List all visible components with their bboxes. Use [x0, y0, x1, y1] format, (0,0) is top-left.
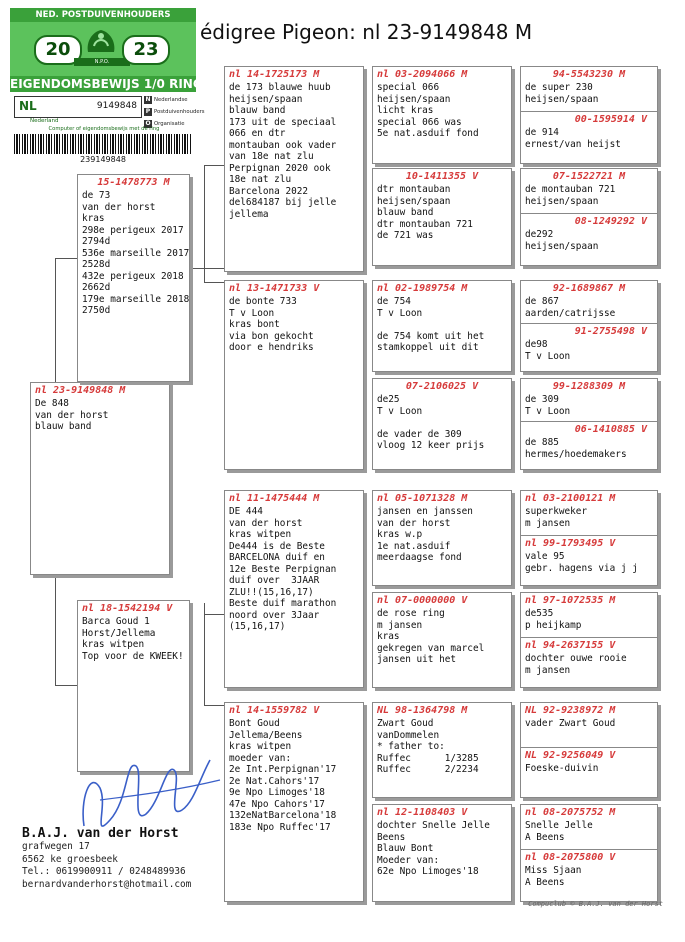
connector-line	[204, 625, 205, 705]
connector-line	[190, 268, 225, 269]
owner-block	[22, 826, 191, 891]
year-right: 23	[122, 35, 170, 65]
pigeon-card-g12	[521, 637, 657, 688]
pigeon-card-g9	[521, 491, 657, 535]
country-code: NL	[19, 99, 37, 113]
connector-line	[55, 685, 77, 686]
pigeon-card-g15	[521, 805, 657, 849]
card-box	[224, 702, 364, 902]
pigeon-card-g11	[521, 593, 657, 637]
emblem-label: N.P.O.	[74, 58, 130, 66]
owner-phone: Tel.: 0619900911 / 0248489936	[22, 866, 186, 877]
ring-number: 07-1522721 M	[552, 171, 626, 182]
ring-number: NL 92-9238972 M	[525, 705, 616, 716]
card-box	[372, 66, 512, 164]
barcode	[14, 134, 192, 154]
legend-item-2: P Postduivenhouders	[145, 108, 205, 115]
pigeon-notes: de 754 T v Loon de 754 komt uit het stamkoppel uit dit	[377, 296, 485, 353]
pigeon-notes: DE 444 van der horst kras witpen De444 is de Beste BARCELONA duif en 12e Beste Perpignan duif over 3JAAR ZLU!!(15,16,17) Beste duif marathon noord over 3Jaar (15,16,17)	[229, 506, 337, 632]
ring-number: nl 18-1542194 V	[82, 603, 173, 614]
pigeon-card-sd	[225, 281, 363, 470]
pigeon-card-g13	[521, 703, 657, 747]
pigeon-notes: special 066 heijsen/spaan licht kras special 066 was 5e nat.asduif fond	[377, 82, 479, 139]
owner-email: bernardvanderhorst@hotmail.com	[22, 878, 192, 890]
pigeon-notes: superkweker m jansen	[525, 506, 588, 529]
ring-number: nl 94-2637155 V	[525, 640, 616, 651]
pigeon-card-dds	[373, 703, 511, 798]
pigeon-notes: de 885 hermes/hoedemakers	[525, 437, 627, 460]
pigeon-card-dd	[225, 703, 363, 902]
pigeon-card-sds	[373, 281, 511, 372]
card-box	[520, 280, 658, 372]
ring-number: 92-1689867 M	[552, 283, 626, 294]
page-title: édigree Pigeon: nl 23-9149848 M	[200, 20, 533, 44]
ring-number: 07-2106025 V	[405, 381, 479, 392]
card-box	[372, 168, 512, 266]
pigeon-notes: De 848 van der horst blauw band	[35, 398, 109, 432]
card-box	[520, 592, 658, 688]
ring-number: 00-1595914 V	[574, 114, 647, 125]
pigeon-notes: de 867 aarden/catrijsse	[525, 296, 616, 319]
pigeon-notes: de 309 T v Loon	[525, 394, 571, 417]
pigeon-card-subject	[31, 383, 169, 575]
ring-number: nl 23-9149848 M	[35, 385, 126, 396]
ring-number: nl 11-1475444 M	[229, 493, 320, 504]
ring-number: nl 08-2075800 V	[525, 852, 616, 863]
organisation-name: NED. POSTDUIVENHOUDERS	[10, 8, 196, 22]
ring-number: 15-1478773 M	[97, 177, 170, 188]
pigeon-notes: de98 T v Loon	[525, 339, 571, 362]
card-box	[224, 490, 364, 688]
ring-number: nl 14-1725173 M	[229, 69, 320, 80]
pigeon-notes: de rose ring m jansen kras gekregen van marcel jansen uit het	[377, 608, 485, 665]
ring-number: nl 97-1072535 M	[525, 595, 616, 606]
pigeon-card-dsd	[373, 593, 511, 688]
pigeon-notes: de bonte 733 T v Loon kras bont via bon gekocht door e hendriks	[229, 296, 314, 353]
card-box	[520, 66, 658, 164]
ring-number: nl 03-2100121 M	[525, 493, 616, 504]
ring-number: 06-1410885 V	[574, 424, 647, 435]
pigeon-notes: de292 heijsen/spaan	[525, 229, 599, 252]
country-subline: Nederland	[30, 118, 59, 124]
connector-line	[55, 258, 56, 382]
pigeon-card-g3	[521, 169, 657, 213]
ring-number: 99-1288309 M	[552, 381, 626, 392]
pigeon-notes: de 73 van der horst kras 298e perigeux 2017 2794d 536e marseille 2017 2528d 432e perigeux 2018 2662d 179e marseille 2018 2750d	[82, 190, 189, 316]
card-box	[372, 490, 512, 586]
pigeon-card-dss	[373, 491, 511, 586]
ring-number: 94-5543230 M	[552, 69, 626, 80]
pigeon-card-g6	[521, 323, 657, 372]
pigeon-notes: Barca Goud 1 Horst/Jellema kras witpen Top voor de KWEEK!	[82, 616, 184, 662]
connector-line	[55, 258, 77, 259]
pigeon-notes: Zwart Goud vanDommelen * father to: Ruffec 1/3285 Ruffec 2/2234	[377, 718, 479, 775]
pigeon-notes: de25 T v Loon de vader de 309 vloog 12 keer prijs	[377, 394, 485, 451]
year-left: 20	[34, 35, 82, 65]
owner-city: 6562 ke groesbeek	[22, 853, 118, 865]
connector-line	[204, 165, 205, 261]
connector-line	[204, 282, 224, 283]
connector-line	[204, 614, 224, 615]
pigeon-card-sss	[373, 67, 511, 164]
ring-number: nl 07-0000000 V	[377, 595, 468, 606]
ownership-heading: EIGENDOMSBEWIJS 1/0 RING	[10, 77, 203, 91]
connector-line	[55, 575, 56, 685]
pigeon-card-ss	[225, 67, 363, 272]
card-box	[372, 592, 512, 688]
ring-number: nl 02-1989754 M	[377, 283, 468, 294]
card-box	[77, 174, 190, 382]
ring-number: nl 03-2094066 M	[377, 69, 468, 80]
ring-number: nl 08-2075752 M	[525, 807, 616, 818]
lion-emblem-icon	[82, 24, 120, 58]
ownership-card	[10, 8, 205, 166]
card-box	[30, 382, 170, 575]
pigeon-notes: de super 230 heijsen/spaan	[525, 82, 599, 105]
barcode-number: 239149848	[80, 155, 126, 164]
card-box	[372, 804, 512, 902]
pigeon-card-sdd	[373, 379, 511, 470]
ring-number: NL 92-9256049 V	[525, 750, 616, 761]
pigeon-card-g14	[521, 747, 657, 798]
card-box	[520, 168, 658, 266]
card-box	[224, 280, 364, 470]
card-box	[520, 490, 658, 586]
card-box	[224, 66, 364, 272]
legend-item-3: O Organisatie	[145, 120, 185, 127]
ring-number: 08-1249292 V	[574, 216, 647, 227]
pigeon-notes: dochter Snelle Jelle Beens Blauw Bont Moeder van: 62e Npo Limoges'18	[377, 820, 490, 877]
pigeon-card-g10	[521, 535, 657, 586]
pigeon-card-g4	[521, 213, 657, 266]
pigeon-card-g8	[521, 421, 657, 470]
pigeon-notes: vader Zwart Goud	[525, 718, 616, 729]
ring-number: nl 14-1559782 V	[229, 705, 320, 716]
ring-number: NL 98-1364798 M	[377, 705, 468, 716]
ring-number: 9149848	[96, 101, 137, 111]
ring-number: 10-1411355 V	[405, 171, 479, 182]
ring-number-field	[14, 96, 142, 118]
pigeon-notes: de535 p heijkamp	[525, 608, 582, 631]
pigeon-notes: Bont Goud Jellema/Beens kras witpen moeder van: 2e Int.Perpignan'17 2e Nat.Cahors'17 9e Npo Limoges'18 47e Npo Cahors'17 132eNatBarcelona'18 183e Npo Ruffec'17	[229, 718, 337, 833]
ring-number: nl 13-1471733 V	[229, 283, 320, 294]
card-box	[520, 702, 658, 798]
pigeon-card-g5	[521, 281, 657, 323]
pigeon-card-g7	[521, 379, 657, 421]
legend-item-1: N Nederlandse	[145, 96, 188, 103]
pigeon-card-ssd	[373, 169, 511, 266]
owner-name: B.A.J. van der Horst	[22, 826, 179, 841]
card-box	[372, 378, 512, 470]
owner-street: grafwegen 17	[22, 841, 90, 852]
card-box	[520, 378, 658, 470]
pigeon-notes: de montauban 721 heijsen/spaan	[525, 184, 616, 207]
pigeon-notes: vale 95 gebr. hagens via j j	[525, 551, 638, 574]
pigeon-notes: dtr montauban heijsen/spaan blauw band dtr montauban 721 de 721 was	[377, 184, 473, 241]
card-box	[520, 804, 658, 902]
ownership-footer: Computer of eigendomsbewijs met de ring	[48, 126, 160, 132]
ring-number: nl 05-1071328 M	[377, 493, 468, 504]
pigeon-notes: Miss Sjaan A Beens	[525, 865, 582, 888]
connector-line	[204, 165, 224, 166]
pigeon-card-ds	[225, 491, 363, 688]
pigeon-card-g2	[521, 111, 657, 164]
pigeon-notes: Snelle Jelle A Beens	[525, 820, 593, 843]
ring-number: nl 99-1793495 V	[525, 538, 616, 549]
copyright: Compuclub © B.A.J. van der Horst	[528, 900, 663, 908]
pigeon-notes: de 914 ernest/van heijst	[525, 127, 621, 150]
pigeon-card-g16	[521, 849, 657, 902]
pigeon-notes: Foeske-duivin	[525, 763, 599, 774]
pigeon-notes: de 173 blauwe huub heijsen/spaan blauw band 173 uit de speciaal 066 en dtr montauban ook vader van 18e nat zlu Perpignan 2020 ook 18e nat zlu Barcelona 2022 del684187 bij jelle jellema	[229, 82, 337, 220]
connector-line	[204, 260, 205, 282]
ring-number: nl 12-1108403 V	[377, 807, 468, 818]
pigeon-card-ddd	[373, 805, 511, 902]
card-box	[372, 280, 512, 372]
ring-number: 91-2755498 V	[574, 326, 647, 337]
pigeon-card-g1	[521, 67, 657, 111]
pigeon-notes: jansen en janssen van der horst kras w.p 1e nat.asduif meerdaagse fond	[377, 506, 473, 563]
connector-line	[204, 705, 224, 706]
pigeon-card-sire	[78, 175, 189, 382]
pigeon-notes: dochter ouwe rooie m jansen	[525, 653, 627, 676]
card-box	[372, 702, 512, 798]
